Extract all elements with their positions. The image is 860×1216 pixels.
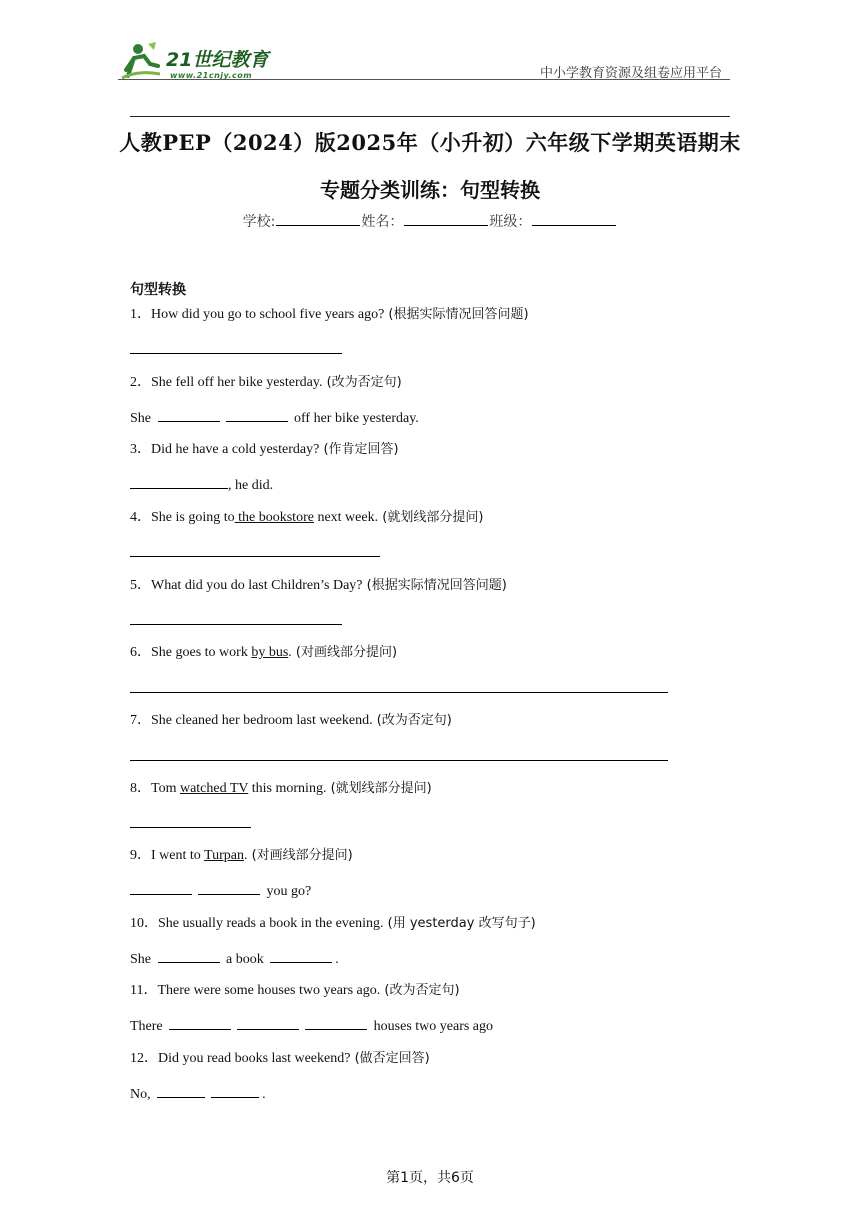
question-hint: (用 yesterday 改写句子) — [383, 916, 536, 931]
answer-12 — [130, 1084, 266, 1104]
question-1 — [130, 306, 529, 324]
question-text: next week. — [313, 510, 379, 525]
question-11 — [130, 982, 460, 1000]
question-text: . — [335, 952, 339, 967]
question-text: 9． — [130, 848, 151, 863]
runner-icon — [122, 42, 160, 78]
answer-blank[interactable] — [158, 949, 220, 963]
question-text: 4． — [130, 510, 151, 525]
question-hint: (改为否定句) — [372, 713, 452, 728]
question-hint: (对画线部分提问) — [247, 848, 353, 863]
question-text: 6． — [130, 645, 151, 660]
question-9 — [130, 847, 353, 865]
question-hint: (做否定回答) — [350, 1051, 430, 1066]
answer-line-7[interactable] — [130, 760, 668, 761]
answer-line-4[interactable] — [130, 556, 380, 557]
logo-text: 21世纪教育 — [166, 49, 269, 71]
header-right-text: 中小学教育资源及组卷应用平台 — [540, 66, 723, 81]
answer-line-8[interactable] — [130, 827, 251, 828]
answer-blank[interactable] — [198, 881, 260, 895]
answer-blank[interactable] — [237, 1016, 299, 1030]
question-6 — [130, 644, 397, 662]
question-hint: (就划线部分提问) — [326, 781, 432, 796]
question-text: the bookstore — [234, 510, 314, 525]
class-blank[interactable] — [532, 212, 616, 226]
question-text: 8． — [130, 781, 151, 796]
question-text: 1． — [130, 307, 151, 322]
question-text: She usually reads a book in the evening. — [158, 916, 384, 931]
question-hint: (对画线部分提问) — [291, 645, 398, 660]
logo-url: www.21cnjy.com — [170, 71, 253, 80]
answer-11 — [130, 1016, 493, 1036]
answer-line-1[interactable] — [130, 353, 342, 354]
question-hint: (改为否定句) — [322, 375, 402, 390]
question-text: 5． — [130, 578, 151, 593]
page-footer: 第1页，共6页 — [386, 1170, 474, 1186]
answer-blank[interactable] — [130, 475, 228, 489]
question-text: She goes to work — [151, 645, 252, 660]
question-text: Turpan — [204, 848, 244, 863]
question-text: , he did. — [228, 478, 274, 493]
question-7 — [130, 712, 452, 730]
question-text: 2． — [130, 375, 151, 390]
answer-line-6[interactable] — [130, 692, 668, 693]
answer-blank[interactable] — [157, 1084, 205, 1098]
question-text: . — [243, 848, 248, 863]
question-10 — [130, 915, 536, 933]
question-text: I went to — [151, 848, 205, 863]
question-text: There were some houses two years ago. — [157, 983, 381, 998]
question-text: She — [130, 952, 155, 967]
question-text: Did he have a cold yesterday? — [151, 442, 320, 457]
question-text: 7． — [130, 713, 151, 728]
section-title: 句型转换 — [130, 282, 186, 298]
question-hint: (根据实际情况回答问题) — [362, 578, 507, 593]
question-text: a book — [222, 952, 268, 967]
school-label: 学校: — [242, 214, 276, 230]
question-text: What did you do last Children’s Day? — [151, 578, 363, 593]
question-text: this morning. — [248, 781, 327, 796]
answer-blank[interactable] — [305, 1016, 367, 1030]
question-text: houses two years ago — [370, 1019, 494, 1034]
question-text: How did you go to school five years ago? — [151, 307, 385, 322]
question-text: off her bike yesterday. — [290, 411, 419, 426]
question-text: She is going to — [151, 510, 235, 525]
page-title: 人教PEP（2024）版2025年（小升初）六年级下学期英语期末 — [119, 130, 741, 155]
question-2 — [130, 374, 402, 392]
question-text: She fell off her bike yesterday. — [151, 375, 323, 390]
question-hint: (就划线部分提问) — [378, 510, 484, 525]
question-text: by bus — [251, 645, 289, 660]
question-8 — [130, 780, 432, 798]
question-4 — [130, 509, 483, 527]
question-text: 3． — [130, 442, 151, 457]
name-blank[interactable] — [404, 212, 488, 226]
answer-line-5[interactable] — [130, 624, 342, 625]
page-subtitle: 专题分类训练：句型转换 — [320, 178, 540, 202]
title-divider — [130, 116, 730, 117]
question-text: 12． — [130, 1051, 158, 1066]
question-text: Tom — [151, 781, 180, 796]
answer-blank[interactable] — [211, 1084, 259, 1098]
question-hint: (根据实际情况回答问题) — [384, 307, 529, 322]
question-text: 11． — [130, 983, 158, 998]
answer-3 — [130, 475, 273, 495]
answer-2 — [130, 408, 419, 428]
answer-blank[interactable] — [130, 881, 192, 895]
question-12 — [130, 1050, 430, 1068]
question-hint: (改为否定句) — [380, 983, 460, 998]
answer-blank[interactable] — [158, 408, 220, 422]
answer-blank[interactable] — [226, 408, 288, 422]
question-hint: (作肯定回答) — [319, 442, 399, 457]
question-3 — [130, 441, 399, 459]
answer-blank[interactable] — [169, 1016, 231, 1030]
question-text: you go? — [263, 884, 312, 899]
question-text: watched TV — [179, 781, 249, 796]
answer-10 — [130, 949, 339, 969]
question-text: 10． — [130, 916, 158, 931]
question-text: She cleaned her bedroom last weekend. — [151, 713, 373, 728]
question-text: No, — [130, 1087, 155, 1102]
question-text: . — [288, 645, 292, 660]
class-label: 班级： — [489, 214, 532, 230]
question-text: She — [130, 411, 155, 426]
answer-blank[interactable] — [270, 949, 332, 963]
question-5 — [130, 577, 507, 595]
answer-9 — [130, 881, 311, 901]
school-blank[interactable] — [276, 212, 360, 226]
student-info — [0, 211, 860, 231]
site-logo — [118, 40, 278, 84]
name-label: 姓名： — [361, 214, 404, 230]
question-text: Did you read books last weekend? — [158, 1051, 351, 1066]
question-text: . — [262, 1087, 266, 1102]
header-divider — [118, 79, 730, 80]
question-text: There — [130, 1019, 167, 1034]
